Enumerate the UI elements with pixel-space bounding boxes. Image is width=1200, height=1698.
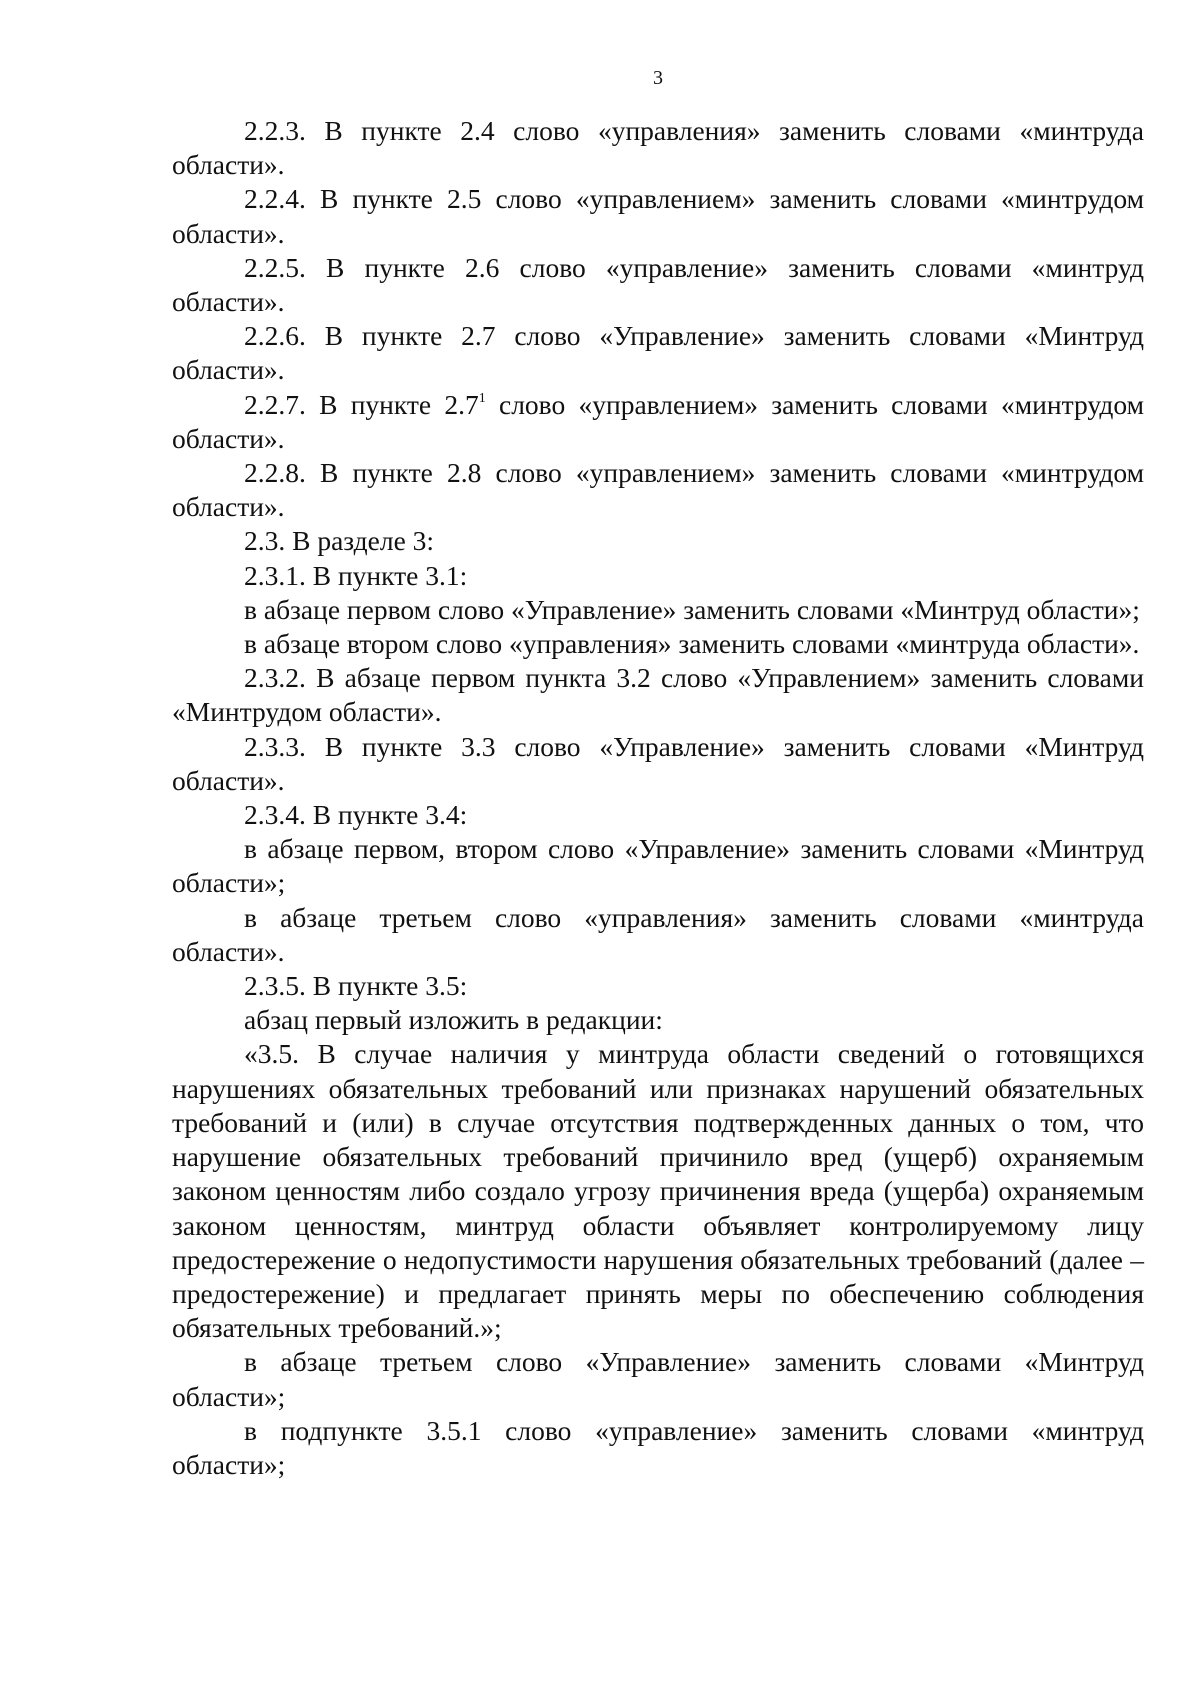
paragraph-2-3-3: 2.3.3. В пункте 3.3 слово «Управление» заменить словами «Минтруд области». bbox=[172, 730, 1144, 796]
paragraph-2-2-7 bbox=[172, 388, 1144, 456]
paragraph-2-3-4: 2.3.4. В пункте 3.4: bbox=[244, 799, 468, 831]
paragraph-2-2-7-start: 2.2.7. В пункте 2.7 bbox=[244, 388, 479, 420]
paragraph-2-2-5: 2.2.5. В пункте 2.6 слово «управление» заменить словами «минтруд области». bbox=[172, 251, 1144, 318]
paragraph-2-3-2: 2.3.2. В абзаце первом пункта 3.2 слово «Управлением» заменить словами «Минтрудом области». bbox=[172, 662, 1144, 728]
paragraph-2-3-5: 2.3.5. В пункте 3.5: bbox=[244, 970, 468, 1002]
paragraph-2-2-4: 2.2.4. В пункте 2.5 слово «управлением» заменить словами «минтрудом области». bbox=[172, 183, 1144, 249]
paragraph-2-2-6: 2.2.6. В пункте 2.7 слово «Управление» заменить словами «Минтруд области». bbox=[172, 320, 1144, 386]
paragraph-3-5-first-abzac-intro: абзац первый изложить в редакции: bbox=[244, 1004, 663, 1036]
paragraph-3-4-first-second-abzac: в абзаце первом, втором слово «Управление» заменить словами «Минтруд области»; bbox=[172, 833, 1144, 899]
paragraph-3-5-1: в подпункте 3.5.1 слово «управление» заменить словами «минтруд области»; bbox=[172, 1414, 1144, 1480]
paragraph-2-3: 2.3. В разделе 3: bbox=[244, 525, 435, 557]
paragraph-2-2-3: 2.2.3. В пункте 2.4 слово «управления» заменить словами «минтруда области». bbox=[172, 115, 1144, 181]
paragraph-3-5-new-wording: «3.5. В случае наличия у минтруда области сведений о готовящихся нарушениях обязательных требований или признаках нарушений обязательных требований и (или) в случае отсутствия подтвержденных данных о том, что нарушение обязательных требований причинило вред (ущерб) охраняемым законом ценностям либо создало угрозу причинения вреда (ущерба) охраняемым законом ценностям, минтруд области объявляет контролируемому лицу предостережение о недопустимости нарушения обязательных требований (далее – предостережение) и предлагает принять меры по обеспечению соблюдения обязательных требований.»; bbox=[172, 1038, 1144, 1344]
paragraph-3-1-second-abzac: в абзаце втором слово «управления» заменить словами «минтруда области». bbox=[244, 628, 1140, 660]
paragraph-2-2-7-end: слово «управлением» заменить словами «минтрудом области». bbox=[172, 388, 1144, 454]
paragraph-3-1-first-abzac: в абзаце первом слово «Управление» заменить словами «Минтруд области»; bbox=[244, 593, 1140, 625]
paragraph-2-2-8: 2.2.8. В пункте 2.8 слово «управлением» заменить словами «минтрудом области». bbox=[172, 457, 1144, 523]
page-number: 3 bbox=[653, 67, 663, 89]
paragraph-3-4-third-abzac: в абзаце третьем слово «управления» заменить словами «минтруда области». bbox=[172, 901, 1144, 967]
paragraph-2-3-1: 2.3.1. В пункте 3.1: bbox=[244, 559, 468, 591]
document-body bbox=[172, 114, 1144, 1482]
superscript-index: 1 bbox=[478, 390, 486, 406]
paragraph-3-5-third-abzac: в абзаце третьем слово «Управление» заменить словами «Минтруд области»; bbox=[172, 1346, 1144, 1412]
